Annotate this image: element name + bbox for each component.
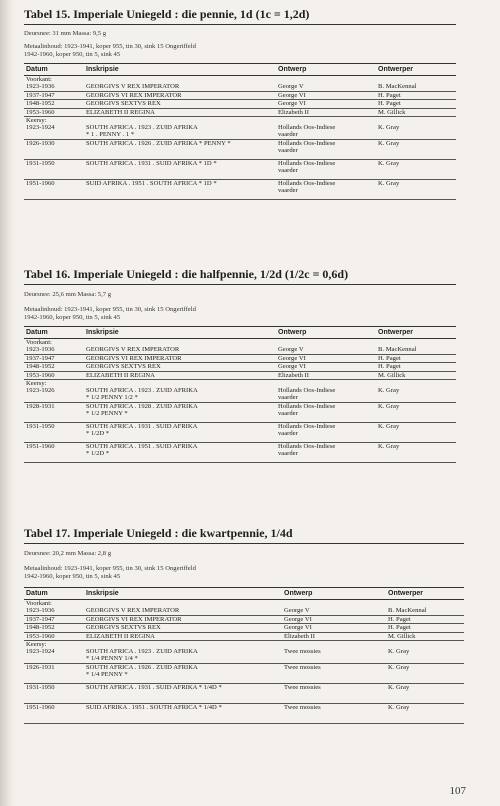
inscription-cell bbox=[84, 108, 276, 116]
inscription-cell bbox=[84, 624, 282, 632]
date-cell bbox=[24, 108, 84, 116]
alloy-line-1 bbox=[24, 43, 456, 51]
inscription-cell-line: SOUTH AFRICA . 1931 . SUID AFRIKA bbox=[86, 422, 198, 430]
design-cell-line: Elizabeth II bbox=[278, 108, 309, 116]
inscription-cell-line: ELIZABETH II REGINA bbox=[86, 108, 155, 116]
inscription-cell bbox=[84, 91, 276, 99]
inscription-cell-line: SOUTH AFRICA . 1928 . ZUID AFRIKA bbox=[86, 402, 198, 410]
title-rule bbox=[24, 284, 456, 285]
date-cell bbox=[24, 442, 84, 462]
designer-cell: K. Gray bbox=[386, 703, 464, 723]
table-row bbox=[24, 117, 456, 140]
date-cell bbox=[24, 683, 84, 703]
design-cell-line: vaarder bbox=[278, 187, 298, 195]
designer-cell: H. Paget bbox=[386, 624, 464, 632]
date-value: 1931-1950 bbox=[26, 422, 55, 430]
inscription-cell bbox=[84, 363, 276, 371]
inscription-cell bbox=[84, 117, 276, 140]
inscription-cell-line: GEORGIVS SEXTVS REX bbox=[86, 624, 161, 632]
date-cell bbox=[24, 641, 84, 664]
design-cell-line: Twee mossies bbox=[284, 648, 321, 656]
header-ontwerper: Ontwerper bbox=[386, 588, 464, 600]
date-cell bbox=[24, 139, 84, 159]
header-ontwerp: Ontwerp bbox=[276, 64, 376, 76]
alloy-label: Metaalinhoud: bbox=[24, 306, 63, 313]
header-datum: Datum bbox=[24, 588, 84, 600]
date-value: 1923-1926 bbox=[26, 387, 55, 395]
design-cell-line: vaarder bbox=[278, 410, 298, 418]
inscription-cell-line: ELIZABETH II REGINA bbox=[86, 632, 155, 640]
alloy-text-1: 1923-1941, koper 955, tin 30, sink 15 Ongeriffeld bbox=[64, 43, 196, 50]
inscription-cell bbox=[84, 632, 282, 640]
date-value: 1937-1947 bbox=[26, 354, 55, 362]
size-line: Deursnee: 25,6 mm Massa: 5,7 g bbox=[24, 291, 111, 298]
designer-cell: H. Paget bbox=[386, 615, 464, 623]
table-title: Tabel 16. Imperiale Uniegeld : die halfpennie, 1/2d (1/2c = 0,6d) bbox=[24, 267, 349, 281]
inscription-cell-line: GEORGIVS SEXTVS REX bbox=[86, 100, 161, 108]
date-cell bbox=[24, 117, 84, 140]
header-datum: Datum bbox=[24, 64, 84, 76]
inscription-cell-line: * 1/2 PENNY * bbox=[86, 410, 128, 418]
table-row bbox=[24, 339, 456, 355]
designer-cell: K. Gray bbox=[376, 380, 456, 403]
date-cell bbox=[24, 402, 84, 422]
design-cell-line: Hollands Oos-Indiese bbox=[278, 387, 336, 395]
table-row bbox=[24, 703, 464, 723]
inscription-cell bbox=[84, 442, 276, 462]
header-ontwerp: Ontwerp bbox=[276, 327, 376, 339]
date-value: 1931-1950 bbox=[26, 683, 55, 691]
inscription-cell bbox=[84, 339, 276, 355]
design-cell-line: George VI bbox=[278, 363, 306, 371]
inscription-cell-line: * 1/2D * bbox=[86, 430, 110, 438]
design-cell bbox=[276, 380, 376, 403]
design-cell-line: Twee mossies bbox=[284, 663, 321, 671]
table-body bbox=[24, 600, 464, 724]
table-17-section bbox=[24, 527, 464, 724]
table-row bbox=[24, 179, 456, 199]
inscription-cell bbox=[84, 159, 276, 179]
header-inskripsie: Inskripsie bbox=[84, 327, 276, 339]
header-inskripsie: Inskripsie bbox=[84, 588, 282, 600]
table-row bbox=[24, 624, 464, 632]
inscription-cell bbox=[84, 402, 276, 422]
inscription-cell-line: GEORGIVS VI REX IMPERATOR bbox=[86, 354, 182, 362]
design-cell bbox=[282, 632, 386, 640]
date-value: 1931-1950 bbox=[26, 159, 55, 167]
inscription-cell-line: SUID AFRIKA . 1951 . SOUTH AFRICA * 1/4D * bbox=[86, 703, 222, 711]
inscription-cell-line: * 1/2D * bbox=[86, 450, 110, 458]
inscription-cell bbox=[84, 354, 276, 362]
alloy-line-2: 1942-1960, koper 950, tin 5, sink 45 bbox=[24, 573, 121, 580]
design-cell bbox=[282, 641, 386, 664]
table-row bbox=[24, 402, 456, 422]
size-line: Deursnee: 31 mm Massa: 9,5 g bbox=[24, 30, 107, 37]
design-cell-line: Hollands Oos-Indiese bbox=[278, 179, 336, 187]
designer-cell: B. MacKennal bbox=[386, 600, 464, 616]
design-cell bbox=[276, 402, 376, 422]
alloy-line-1 bbox=[24, 565, 464, 573]
design-cell-line: Hollands Oos-Indiese bbox=[278, 139, 336, 147]
date-value: 1951-1960 bbox=[26, 703, 55, 711]
inscription-cell bbox=[84, 641, 282, 664]
design-cell bbox=[276, 339, 376, 355]
date-value: 1951-1960 bbox=[26, 179, 55, 187]
date-value: 1948-1952 bbox=[26, 624, 55, 632]
inscription-cell-line: SOUTH AFRICA . 1926 . ZUID AFRIKA bbox=[86, 663, 198, 671]
date-cell bbox=[24, 663, 84, 683]
table-row bbox=[24, 442, 456, 462]
inscription-cell-line: SOUTH AFRICA . 1931 . SUID AFRIKA * 1/4D * bbox=[86, 683, 222, 691]
table-title: Tabel 15. Imperiale Uniegeld : die pennie, 1d (1c = 1,2d) bbox=[24, 7, 310, 21]
designer-cell: B. MacKennal bbox=[376, 76, 456, 92]
design-cell-line: vaarder bbox=[278, 167, 298, 175]
table-row bbox=[24, 371, 456, 379]
design-cell bbox=[276, 76, 376, 92]
inscription-cell bbox=[84, 380, 276, 403]
table-row bbox=[24, 380, 456, 403]
design-cell bbox=[276, 354, 376, 362]
designer-cell: M. Gillick bbox=[386, 632, 464, 640]
inscription-cell-line: GEORGIVS V REX IMPERATOR bbox=[86, 607, 180, 614]
inscription-cell-line: * 1/4 PENNY * bbox=[86, 671, 128, 679]
inscription-cell-line: SUID AFRIKA . 1951 . SOUTH AFRICA * 1D * bbox=[86, 179, 217, 187]
table-row bbox=[24, 159, 456, 179]
design-cell bbox=[282, 600, 386, 616]
alloy-text-1: 1923-1941, koper 955, tin 30, sink 15 Ongeriffeld bbox=[64, 565, 196, 572]
designer-cell: K. Gray bbox=[386, 641, 464, 664]
inscription-cell-line: GEORGIVS VI REX IMPERATOR bbox=[86, 91, 182, 99]
design-cell-line: George VI bbox=[278, 91, 306, 99]
coin-table bbox=[24, 587, 464, 724]
inscription-cell bbox=[84, 663, 282, 683]
date-value: 1937-1947 bbox=[26, 615, 55, 623]
design-cell-line: Twee mossies bbox=[284, 683, 321, 691]
date-value: 1951-1960 bbox=[26, 442, 55, 450]
size-line: Deursnee: 20,2 mm Massa: 2,8 g bbox=[24, 550, 111, 557]
alloy-line-2: 1942-1960, koper 950, tin 5, sink 45 bbox=[24, 51, 121, 58]
page-number: 107 bbox=[449, 785, 466, 797]
design-cell bbox=[276, 159, 376, 179]
obverse-label: Voorkant: bbox=[26, 76, 52, 83]
designer-cell: H. Paget bbox=[376, 363, 456, 371]
date-value: 1923-1936 bbox=[26, 607, 55, 615]
title-rule bbox=[24, 24, 456, 25]
design-cell bbox=[276, 100, 376, 108]
date-cell bbox=[24, 615, 84, 623]
date-value: 1928-1931 bbox=[26, 402, 55, 410]
table-row bbox=[24, 354, 456, 362]
date-cell bbox=[24, 159, 84, 179]
date-cell bbox=[24, 339, 84, 355]
table-row bbox=[24, 76, 456, 92]
design-cell-line: Hollands Oos-Indiese bbox=[278, 422, 336, 430]
table-15-section bbox=[24, 8, 456, 200]
design-cell-line: vaarder bbox=[278, 147, 298, 155]
design-cell bbox=[276, 363, 376, 371]
inscription-cell-line: SOUTH AFRICA . 1923 . ZUID AFRIKA bbox=[86, 387, 198, 395]
table-row bbox=[24, 683, 464, 703]
obverse-label: Voorkant: bbox=[26, 339, 52, 346]
reverse-label: Keersy: bbox=[26, 117, 47, 125]
date-value: 1948-1952 bbox=[26, 363, 55, 371]
table-title: Tabel 17. Imperiale Uniegeld : die kwartpennie, 1/4d bbox=[24, 526, 293, 540]
design-cell bbox=[282, 663, 386, 683]
table-row bbox=[24, 641, 464, 664]
inscription-cell-line: GEORGIVS V REX IMPERATOR bbox=[86, 83, 180, 90]
table-body bbox=[24, 76, 456, 200]
coin-table bbox=[24, 326, 456, 463]
designer-cell: H. Paget bbox=[376, 100, 456, 108]
inscription-cell bbox=[84, 422, 276, 442]
design-cell-line: vaarder bbox=[278, 430, 298, 438]
inscription-cell-line: GEORGIVS V REX IMPERATOR bbox=[86, 346, 180, 353]
date-value: 1923-1936 bbox=[26, 83, 55, 91]
date-cell bbox=[24, 624, 84, 632]
date-value: 1953-1960 bbox=[26, 632, 55, 640]
inscription-cell-line: GEORGIVS VI REX IMPERATOR bbox=[86, 615, 182, 623]
designer-cell: K. Gray bbox=[376, 422, 456, 442]
coin-table bbox=[24, 63, 456, 200]
designer-cell: M. Gillick bbox=[376, 108, 456, 116]
inscription-cell-line: * 1/2 PENNY 1/2 * bbox=[86, 394, 138, 402]
table-16-section bbox=[24, 268, 456, 463]
date-cell bbox=[24, 179, 84, 199]
design-cell bbox=[282, 703, 386, 723]
date-cell bbox=[24, 76, 84, 92]
date-cell bbox=[24, 422, 84, 442]
designer-cell: K. Gray bbox=[386, 683, 464, 703]
designer-cell: K. Gray bbox=[376, 402, 456, 422]
table-row bbox=[24, 91, 456, 99]
date-cell bbox=[24, 354, 84, 362]
alloy-text-1: 1923-1941, koper 955, tin 30, sink 15 Ongeriffeld bbox=[64, 306, 196, 313]
alloy-label: Metaalinhoud: bbox=[24, 43, 63, 50]
design-cell bbox=[276, 91, 376, 99]
date-cell bbox=[24, 632, 84, 640]
design-cell bbox=[276, 108, 376, 116]
date-cell bbox=[24, 600, 84, 616]
designer-cell: K. Gray bbox=[376, 117, 456, 140]
designer-cell: K. Gray bbox=[376, 139, 456, 159]
header-ontwerp: Ontwerp bbox=[282, 588, 386, 600]
date-value: 1923-1936 bbox=[26, 346, 55, 354]
inscription-cell bbox=[84, 600, 282, 616]
design-cell-line: George VI bbox=[278, 100, 306, 108]
designer-cell: H. Paget bbox=[376, 91, 456, 99]
design-cell bbox=[276, 117, 376, 140]
table-header-row bbox=[24, 64, 456, 76]
header-ontwerper: Ontwerper bbox=[376, 64, 456, 76]
inscription-cell bbox=[84, 615, 282, 623]
design-cell-line: George VI bbox=[284, 615, 312, 623]
design-cell-line: Hollands Oos-Indiese bbox=[278, 159, 336, 167]
date-value: 1923-1924 bbox=[26, 648, 55, 656]
header-ontwerper: Ontwerper bbox=[376, 327, 456, 339]
inscription-cell-line: SOUTH AFRICA . 1951 . SUID AFRIKA bbox=[86, 442, 198, 450]
design-cell-line: vaarder bbox=[278, 131, 298, 139]
alloy-line-2: 1942-1960, koper 950, tin 5, sink 45 bbox=[24, 314, 121, 321]
table-row bbox=[24, 422, 456, 442]
designer-cell: H. Paget bbox=[376, 354, 456, 362]
date-value: 1926-1930 bbox=[26, 139, 55, 147]
inscription-cell-line: SOUTH AFRICA . 1926 . ZUID AFRIKA * PENNY * bbox=[86, 139, 231, 147]
design-cell bbox=[276, 442, 376, 462]
design-cell-line: George VI bbox=[278, 354, 306, 362]
design-cell-line: Hollands Oos-Indiese bbox=[278, 124, 336, 132]
design-cell-line: vaarder bbox=[278, 450, 298, 458]
designer-cell: K. Gray bbox=[376, 179, 456, 199]
reverse-label: Keersy: bbox=[26, 380, 47, 388]
design-cell bbox=[282, 615, 386, 623]
inscription-cell bbox=[84, 683, 282, 703]
date-cell bbox=[24, 100, 84, 108]
design-cell-line: Hollands Oos-Indiese bbox=[278, 402, 336, 410]
date-value: 1953-1960 bbox=[26, 108, 55, 116]
table-header-row bbox=[24, 327, 456, 339]
date-cell bbox=[24, 380, 84, 403]
design-cell-line: George V bbox=[278, 83, 304, 90]
inscription-cell bbox=[84, 703, 282, 723]
design-cell-line: vaarder bbox=[278, 394, 298, 402]
designer-cell: B. MacKennal bbox=[376, 339, 456, 355]
designer-cell: M. Gillick bbox=[376, 371, 456, 379]
date-value: 1923-1924 bbox=[26, 124, 55, 132]
alloy-line-1 bbox=[24, 306, 456, 314]
header-datum: Datum bbox=[24, 327, 84, 339]
inscription-cell-line: * 1 . PENNY . 1 * bbox=[86, 131, 135, 139]
table-row bbox=[24, 632, 464, 640]
header-inskripsie: Inskripsie bbox=[84, 64, 276, 76]
inscription-cell-line: ELIZABETH II REGINA bbox=[86, 371, 155, 379]
alloy-label: Metaalinhoud: bbox=[24, 565, 63, 572]
inscription-cell bbox=[84, 139, 276, 159]
table-header-row bbox=[24, 588, 464, 600]
table-body bbox=[24, 339, 456, 463]
designer-cell: K. Gray bbox=[376, 442, 456, 462]
table-row bbox=[24, 663, 464, 683]
table-row bbox=[24, 108, 456, 116]
design-cell-line: Elizabeth II bbox=[278, 371, 309, 379]
design-cell-line: Twee mossies bbox=[284, 703, 321, 711]
inscription-cell bbox=[84, 179, 276, 199]
design-cell bbox=[282, 683, 386, 703]
inscription-cell-line: SOUTH AFRICA . 1931 . SUID AFRIKA * 1D * bbox=[86, 159, 217, 167]
inscription-cell bbox=[84, 76, 276, 92]
inscription-cell-line: SOUTH AFRICA . 1923 . ZUID AFRIKA bbox=[86, 648, 198, 656]
table-row bbox=[24, 363, 456, 371]
date-cell bbox=[24, 371, 84, 379]
inscription-cell-line: SOUTH AFRICA . 1923 . ZUID AFRIKA bbox=[86, 124, 198, 132]
date-value: 1937-1947 bbox=[26, 91, 55, 99]
date-cell bbox=[24, 703, 84, 723]
table-row bbox=[24, 139, 456, 159]
date-value: 1926-1931 bbox=[26, 663, 55, 671]
design-cell bbox=[276, 422, 376, 442]
design-cell-line: George V bbox=[278, 346, 304, 353]
inscription-cell bbox=[84, 100, 276, 108]
date-value: 1953-1960 bbox=[26, 371, 55, 379]
table-row bbox=[24, 600, 464, 616]
design-cell-line: Elizabeth II bbox=[284, 632, 315, 640]
design-cell bbox=[276, 371, 376, 379]
inscription-cell-line: GEORGIVS SEXTVS REX bbox=[86, 363, 161, 371]
design-cell-line: George VI bbox=[284, 624, 312, 632]
designer-cell: K. Gray bbox=[376, 159, 456, 179]
page-gutter-shadow bbox=[0, 0, 14, 806]
inscription-cell-line: * 1/4 PENNY 1/4 * bbox=[86, 655, 138, 663]
title-rule bbox=[24, 543, 464, 544]
table-row bbox=[24, 615, 464, 623]
design-cell-line: George V bbox=[284, 607, 310, 614]
design-cell bbox=[276, 179, 376, 199]
design-cell bbox=[282, 624, 386, 632]
design-cell-line: Hollands Oos-Indiese bbox=[278, 442, 336, 450]
inscription-cell bbox=[84, 371, 276, 379]
designer-cell: K. Gray bbox=[386, 663, 464, 683]
design-cell bbox=[276, 139, 376, 159]
date-cell bbox=[24, 91, 84, 99]
table-row bbox=[24, 100, 456, 108]
date-cell bbox=[24, 363, 84, 371]
obverse-label: Voorkant: bbox=[26, 600, 52, 607]
date-value: 1948-1952 bbox=[26, 100, 55, 108]
reverse-label: Keersy: bbox=[26, 641, 47, 649]
